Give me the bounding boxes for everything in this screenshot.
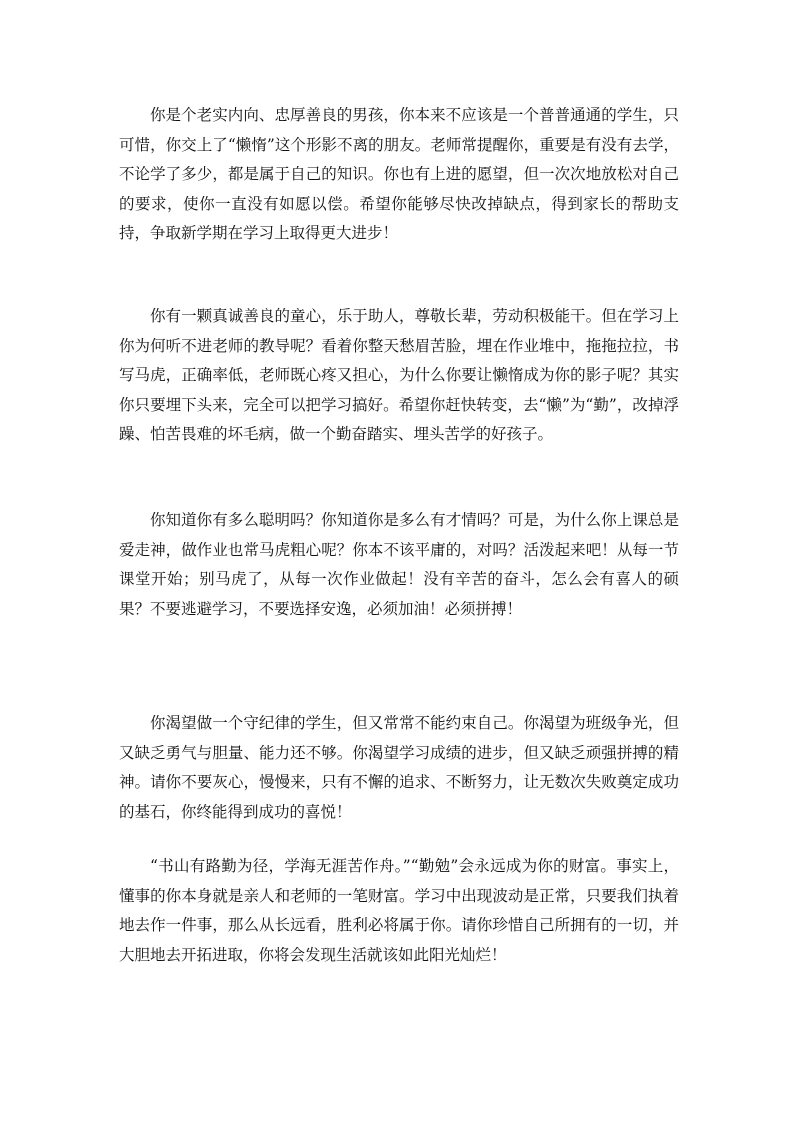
comment-paragraph-5: “书山有路勤为径，学海无涯苦作舟。”“勤勉”会永远成为你的财富。事实上，懂事的你本身就是亲人和老师的一笔财富。学习中出现波动是正常，只要我们执着地去作一件事，那么从长远看，胜利必将属于你。请你珍惜自己所拥有的一切，并大胆地去开拓进取，你将会发现生活就该如此阳光灿烂！ (119, 857, 679, 964)
comment-paragraph-4: 你渴望做一个守纪律的学生，但又常常不能约束自己。你渴望为班级争光，但又缺乏勇气与胆量、能力还不够。你渴望学习成绩的进步，但又缺乏顽强拼搏的精神。请你不要灰心，慢慢来，只有不懈的追求、不断努力，让无数次失败奠定成功的基石，你终能得到成功的喜悦！ (119, 714, 679, 821)
comment-paragraph-2: 你有一颗真诚善良的童心，乐于助人，尊敬长辈，劳动积极能干。但在学习上你为何听不进老师的教导呢？看着你整天愁眉苦脸，埋在作业堆中，拖拖拉拉，书写马虎，正确率低，老师既心疼又担心，为什么你要让懒惰成为你的影子呢？其实你只要埋下头来，完全可以把学习搞好。希望你赶快转变，去“懒”为“勤”，改掉浮躁、怕苦畏难的坏毛病，做一个勤奋踏实、埋头苦学的好孩子。 (119, 307, 679, 443)
comment-paragraph-3: 你知道你有多么聪明吗？你知道你是多么有才情吗？可是，为什么你上课总是爱走神，做作业也常马虎粗心呢？你本不该平庸的，对吗？活泼起来吧！从每一节课堂开始；别马虎了，从每一次作业做起！没有辛苦的奋斗，怎么会有喜人的硕果？不要逃避学习，不要选择安逸，必须加油！必须拼搏！ (119, 511, 679, 618)
comment-paragraph-1: 你是个老实内向、忠厚善良的男孩，你本来不应该是一个普普通通的学生，只可惜，你交上了“懒惰”这个形影不离的朋友。老师常提醒你，重要是有没有去学，不论学了多少，都是属于自己的知识。你也有上进的愿望，但一次次地放松对自己的要求，使你一直没有如愿以偿。希望你能够尽快改掉缺点，得到家长的帮助支持，争取新学期在学习上取得更大进步！ (119, 106, 679, 242)
